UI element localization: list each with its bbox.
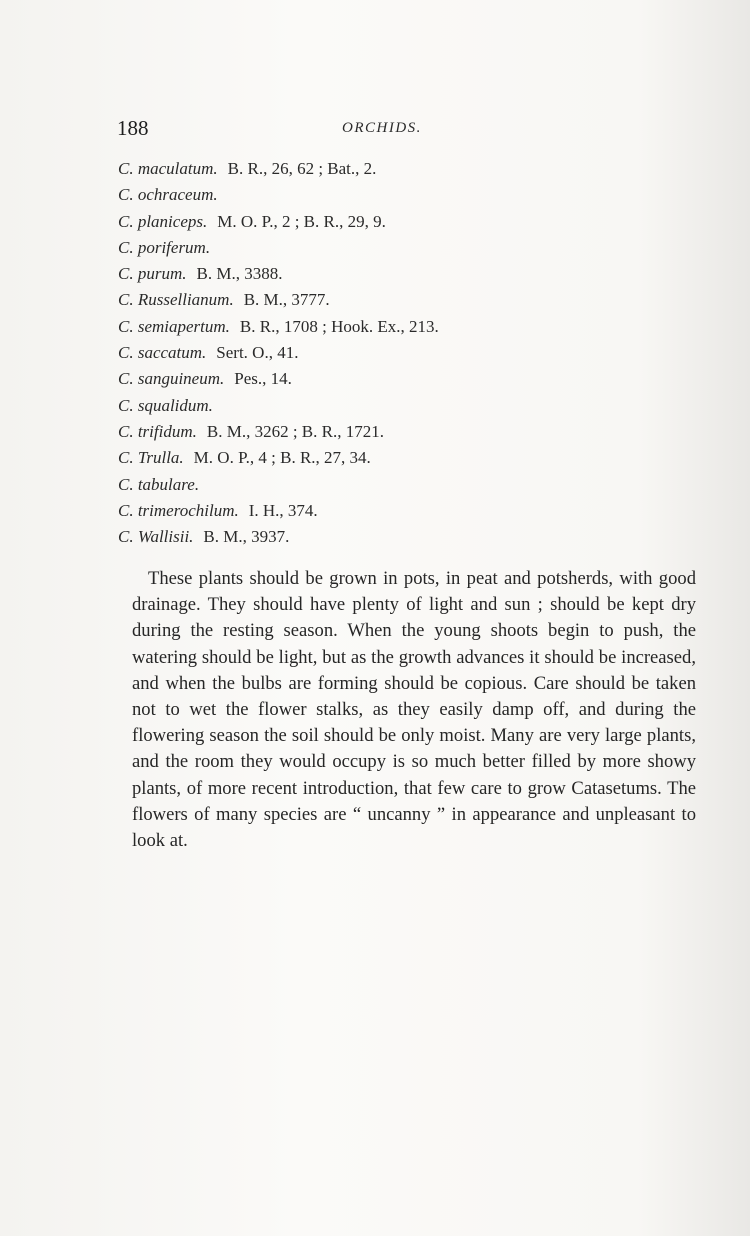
species-reference: B. M., 3777. <box>243 290 330 310</box>
species-name: C. sanguineum. <box>118 369 225 389</box>
species-name: C. saccatum. <box>118 343 207 363</box>
species-item <box>118 261 678 287</box>
species-item <box>118 287 678 313</box>
species-name: C. Russellianum. <box>118 290 234 310</box>
species-name: C. planiceps. <box>118 211 208 231</box>
running-title: ORCHIDS. <box>342 120 422 136</box>
species-reference: I. H., 374. <box>248 500 318 520</box>
species-name: C. maculatum. <box>118 159 218 178</box>
species-list <box>118 156 678 550</box>
species-name: C. purum. <box>118 264 187 284</box>
species-item <box>118 419 678 445</box>
species-item <box>118 445 678 471</box>
species-reference: B. R., 1708 ; Hook. Ex., 213. <box>239 316 439 336</box>
species-item <box>118 209 678 235</box>
species-reference: B. M., 3937. <box>203 527 290 547</box>
species-reference: M. O. P., 4 ; B. R., 27, 34. <box>193 448 371 468</box>
page-number: 188 <box>117 116 149 140</box>
species-reference: M. O. P., 2 ; B. R., 29, 9. <box>217 211 386 231</box>
species-item <box>118 366 678 392</box>
cultivation-paragraph: These plants should be grown in pots, in peat and potsherds, with good drainage. They should have plenty of light and sun ; should be kept dry during the resting season. When the young shoots begin to push, the watering should be light, but as the growth advances it should be increased, and when the bulbs are forming should be copious. Care should be taken not to wet the flower stalks, as they easily damp off, and during the flowering season the soil should be only moist. Many are very large plants, and the room they would occupy is so much better filled by more showy plants, of more recent introduction, that few care to grow Catasetums. The flowers of many species are “ uncanny ” in appearance and unpleasant to look at. <box>132 568 696 852</box>
species-name: C. trimerochilum. <box>118 500 239 520</box>
species-item <box>118 156 678 182</box>
page-header <box>117 116 695 144</box>
species-item <box>118 498 678 524</box>
species-item <box>118 472 678 498</box>
species-reference: Pes., 14. <box>234 369 292 389</box>
species-reference: B. M., 3388. <box>196 264 283 284</box>
species-item <box>118 524 678 550</box>
species-item <box>118 235 678 261</box>
species-name: C. ochraceum. <box>118 185 218 205</box>
species-name: C. semiapertum. <box>118 316 230 336</box>
species-name: C. Wallisii. <box>118 527 194 547</box>
species-name: C. poriferum. <box>118 237 211 257</box>
species-item <box>118 393 678 419</box>
species-reference: B. R., 26, 62 ; Bat., 2. <box>227 159 377 178</box>
species-item <box>118 314 678 340</box>
species-name: C. tabulare. <box>118 474 200 494</box>
species-name: C. Trulla. <box>118 448 184 468</box>
species-item <box>118 340 678 366</box>
species-name: C. squalidum. <box>118 395 213 415</box>
species-reference: B. M., 3262 ; B. R., 1721. <box>206 421 384 441</box>
species-item <box>118 182 678 208</box>
species-name: C. trifidum. <box>118 421 197 441</box>
species-reference: Sert. O., 41. <box>216 343 299 363</box>
